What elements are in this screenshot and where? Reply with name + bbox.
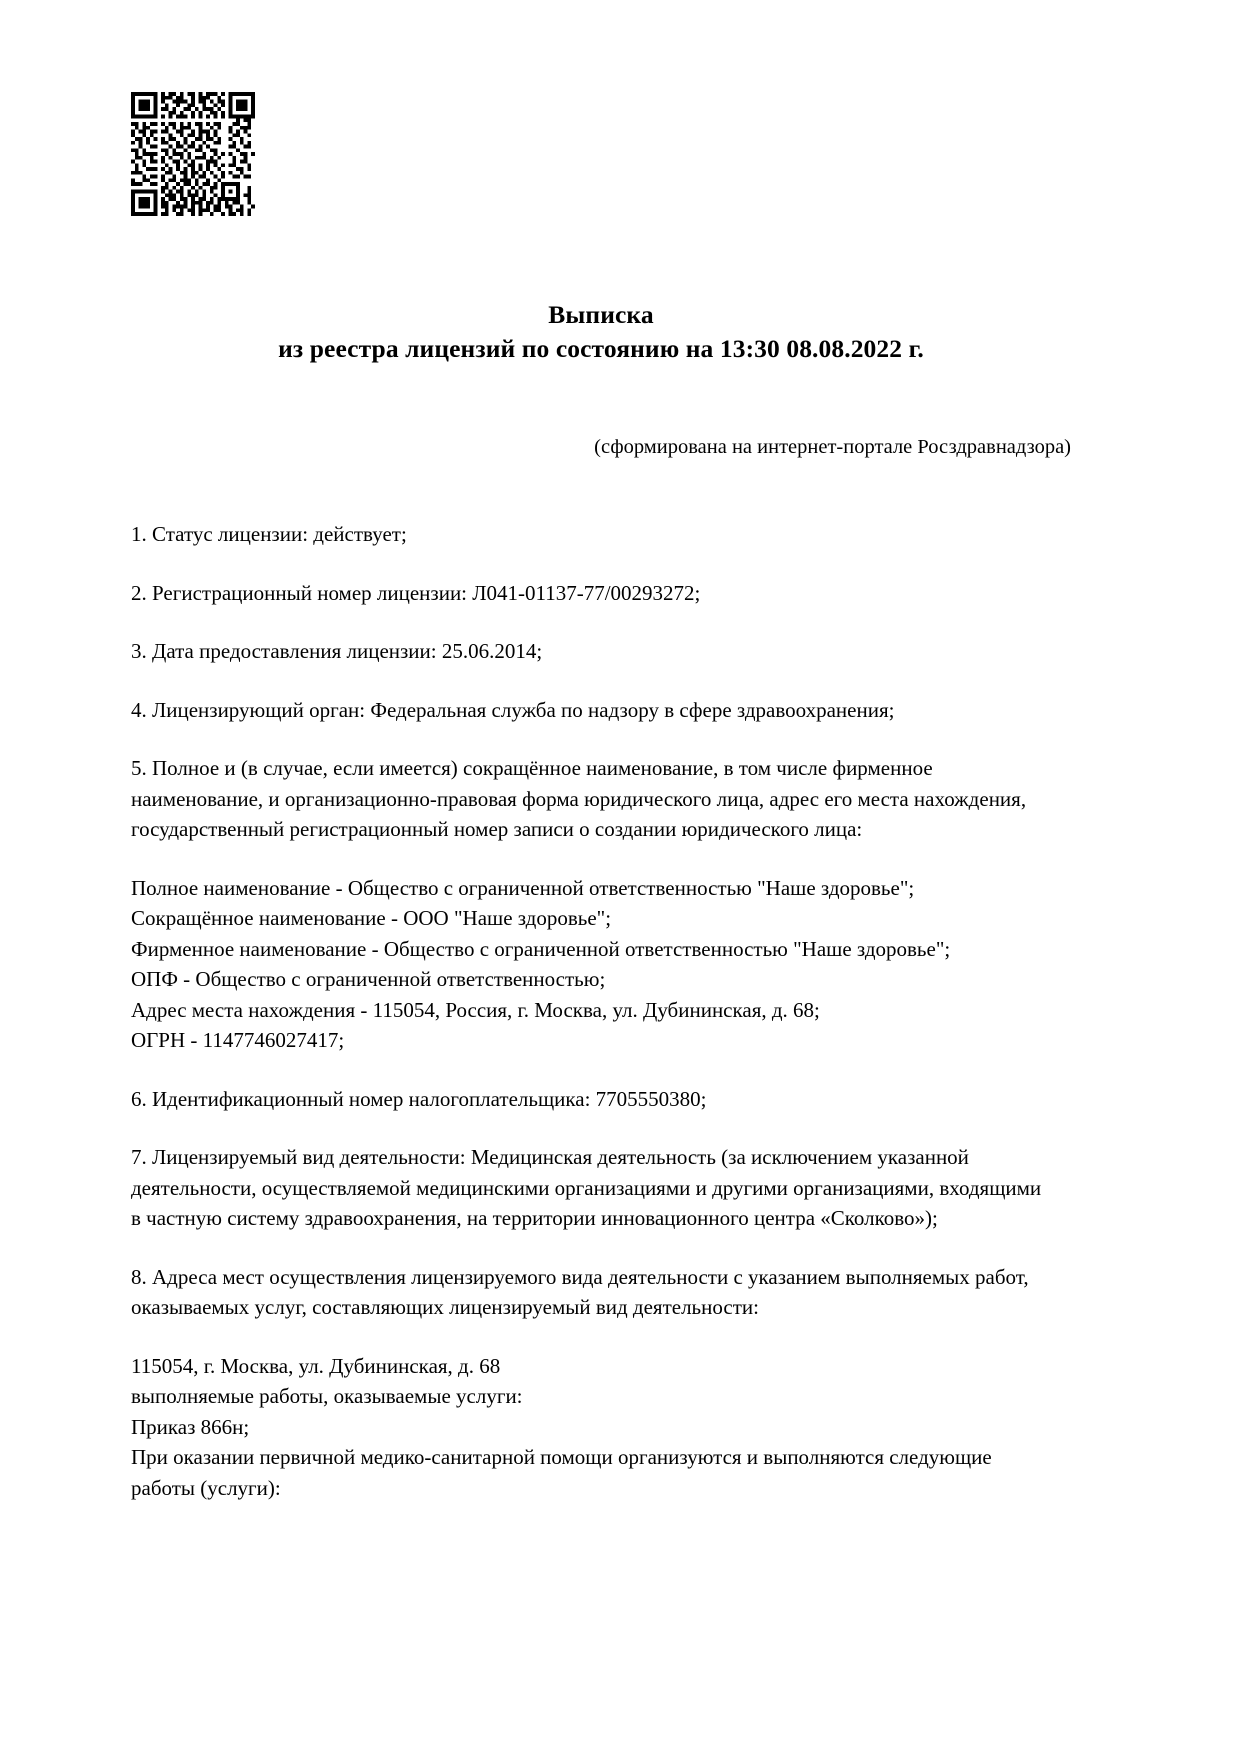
entity-ogrn: ОГРН - 1147746027417; xyxy=(131,1028,345,1052)
title-line-1: Выписка xyxy=(548,300,654,329)
qr-code xyxy=(131,92,255,216)
entity-details-block xyxy=(131,873,1051,1056)
activity-works-label: выполняемые работы, оказываемые услуги: xyxy=(131,1384,523,1408)
entity-address: Адрес места нахождения - 115054, Россия, г. Москва, ул. Дубининская, д. 68; xyxy=(131,997,820,1022)
page-title xyxy=(131,298,1071,366)
activity-note: При оказании первичной медико-санитарной помощи организуются и выполняются следующие работы (услуги): xyxy=(131,1445,997,1500)
title-line-2: из реестра лицензий по состоянию на 13:30 08.08.2022 г. xyxy=(278,334,924,363)
entity-full-name: Полное наименование - Общество с ограниченной ответственностью "Наше здоровье"; xyxy=(131,875,915,900)
activity-location-address: 115054, г. Москва, ул. Дубининская, д. 68 xyxy=(131,1353,501,1378)
entity-brand-name: Фирменное наименование - Общество с ограниченной ответственностью "Наше здоровье"; xyxy=(131,936,951,961)
item-licensing-authority: 4. Лицензирующий орган: Федеральная служба по надзору в сфере здравоохранения; xyxy=(131,697,895,722)
entity-short-name: Сокращённое наименование - ООО "Наше здоровье"; xyxy=(131,906,612,930)
item-licensed-activity: 7. Лицензируемый вид деятельности: Медицинская деятельность (за исключением указанной деятельности, осуществляемой медицинскими организациями и другими организациями, входящими в частную систему здравоохранения, на территории инновационного центра «Сколково»); xyxy=(131,1145,1047,1230)
item-activity-addresses-heading: 8. Адреса мест осуществления лицензируемого вида деятельности с указанием выполняемых работ, оказываемых услуг, составляющих лицензируемый вид деятельности: xyxy=(131,1264,1034,1319)
activity-location-block xyxy=(131,1351,1051,1504)
item-entity-names-heading: 5. Полное и (в случае, если имеется) сокращённое наименование, в том числе фирменное наименование, и организационно-правовая форма юридического лица, адрес его места нахождения, государственный регистрационный номер записи о создании юридического лица: xyxy=(131,756,1032,841)
entity-legal-form: ОПФ - Общество с ограниченной ответственностью; xyxy=(131,967,606,991)
activity-order: Приказ 866н; xyxy=(131,1414,250,1439)
document-body xyxy=(131,519,1051,1531)
qr-code-graphic xyxy=(131,92,255,216)
subtitle-source-note: (сформирована на интернет-портале Росздравнадзора) xyxy=(594,436,1071,458)
item-license-status: 1. Статус лицензии: действует; xyxy=(131,522,407,546)
item-inn: 6. Идентификационный номер налогоплательщика: 7705550380; xyxy=(131,1086,707,1111)
item-registration-number: 2. Регистрационный номер лицензии: Л041-01137-77/00293272; xyxy=(131,580,701,605)
item-issue-date: 3. Дата предоставления лицензии: 25.06.2014; xyxy=(131,639,543,663)
